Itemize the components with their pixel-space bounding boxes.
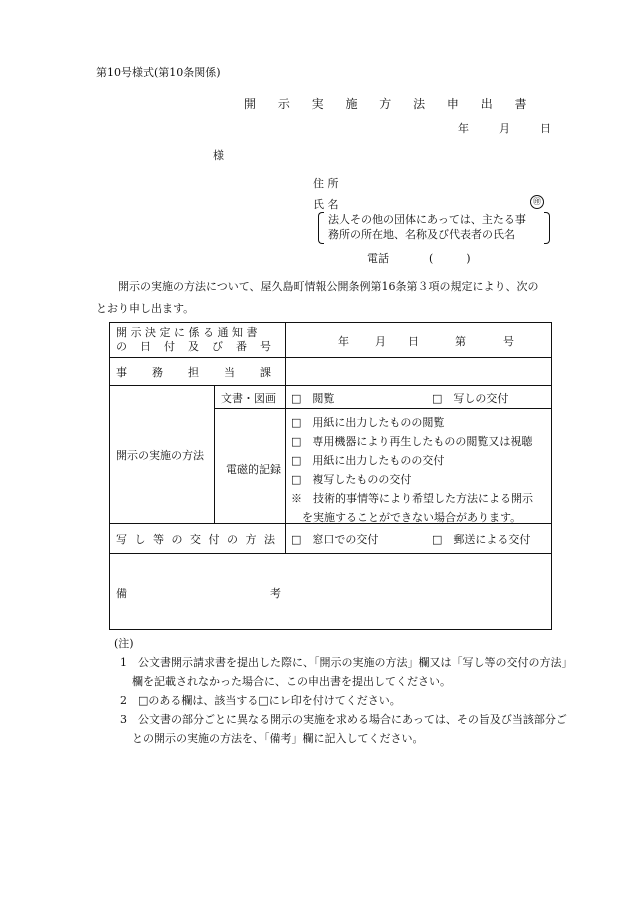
electro-options <box>291 413 533 527</box>
note-2: 2 □のある欄は、該当する□にレ印を付けてください。 <box>120 694 401 707</box>
notice-day: 日 <box>408 335 419 348</box>
department-label: 事務担当課 <box>116 366 296 379</box>
copy-option-mail[interactable]: □ 郵送による交付 <box>432 533 531 546</box>
remarks-field[interactable] <box>291 559 541 623</box>
electro-note-2: を実施することができない場合があります。 <box>291 511 522 524</box>
doc-option-view[interactable]: □ 閲覧 <box>291 392 335 405</box>
notice-label-b: の日付及び番号 <box>116 340 284 353</box>
right-bracket <box>544 212 550 244</box>
date-line <box>458 120 551 136</box>
note-3: 3 公文書の部分ごとに異なる開示の実施を求める場合にあっては、その旨及び当該部分ごとの開示の実施の方法を、「備考」欄に記入してください。 <box>120 713 567 745</box>
seal-mark: ㊞ <box>530 195 544 209</box>
copy-option-window[interactable]: □ 窓口での交付 <box>291 533 379 546</box>
phone-row <box>367 250 471 266</box>
electro-option-print-deliver[interactable]: □ 用紙に出力したものの交付 <box>291 454 445 467</box>
notice-dai: 第 <box>455 335 466 348</box>
intro-line1: 開示の実施の方法について、屋久島町情報公開条例第16条第３項の規定により、次の <box>118 280 539 293</box>
date-day: 日 <box>540 122 551 135</box>
electro-note-1: ※ 技術的事情等により希望した方法による開示 <box>291 492 533 505</box>
notice-label-a <box>116 326 280 340</box>
notes-heading: (注) <box>114 637 134 650</box>
electro-option-device-view[interactable]: □ 専用機器により再生したものの閲覧又は視聴 <box>291 435 533 448</box>
phone-paren: ( ) <box>429 252 471 265</box>
request-table <box>109 322 552 630</box>
notice-month: 月 <box>375 335 386 348</box>
method-label: 開示の実施の方法 <box>116 449 204 462</box>
doc-option-copy[interactable]: □ 写しの交付 <box>432 392 509 405</box>
phone-label: 電話 <box>367 252 389 265</box>
document-title: 開 示 実 施 方 法 申 出 書 <box>244 97 536 111</box>
divider-h5 <box>110 553 551 554</box>
intro-line2: とおり申し出ます。 <box>96 302 195 315</box>
address-label: 住 所 <box>313 177 339 190</box>
divider-h2 <box>110 385 551 386</box>
copy-method-label: 写し等の交付の方法 <box>116 533 283 546</box>
notice-go: 号 <box>503 335 514 348</box>
corp-note-line2: 務所の所在地、名称及び代表者の氏名 <box>328 228 515 241</box>
note-1: 1 公文書開示請求書を提出した際に、「開示の実施の方法」欄又は「写し等の交付の方法」欄を記載されなかった場合に、この申出書を提出してください。 <box>120 656 567 688</box>
electro-label: 電磁的記録 <box>226 463 281 476</box>
divider-h1 <box>110 357 551 358</box>
divider-v-sub <box>214 385 215 523</box>
doc-label: 文書・図画 <box>221 392 276 405</box>
divider-h3 <box>214 408 551 409</box>
intro-paragraph <box>96 276 552 320</box>
remarks-label-b: 考 <box>270 587 281 600</box>
left-bracket <box>318 212 324 244</box>
remarks-label-a: 備 <box>116 587 127 600</box>
electro-option-copy-deliver[interactable]: □ 複写したものの交付 <box>291 473 412 486</box>
form-number: 第10号様式(第10条関係) <box>96 66 221 79</box>
notice-year: 年 <box>338 335 349 348</box>
date-month: 月 <box>499 122 510 135</box>
addressee-suffix: 様 <box>213 149 224 162</box>
name-label: 氏 名 <box>313 198 339 211</box>
electro-option-print-view[interactable]: □ 用紙に出力したものの閲覧 <box>291 416 445 429</box>
notes-section <box>108 634 568 748</box>
date-year: 年 <box>458 122 469 135</box>
corp-note-line1: 法人その他の団体にあっては、主たる事 <box>328 213 526 226</box>
notice-label-a-text: 開示決定に係る通知書 <box>116 326 261 339</box>
corporation-note <box>318 212 550 244</box>
